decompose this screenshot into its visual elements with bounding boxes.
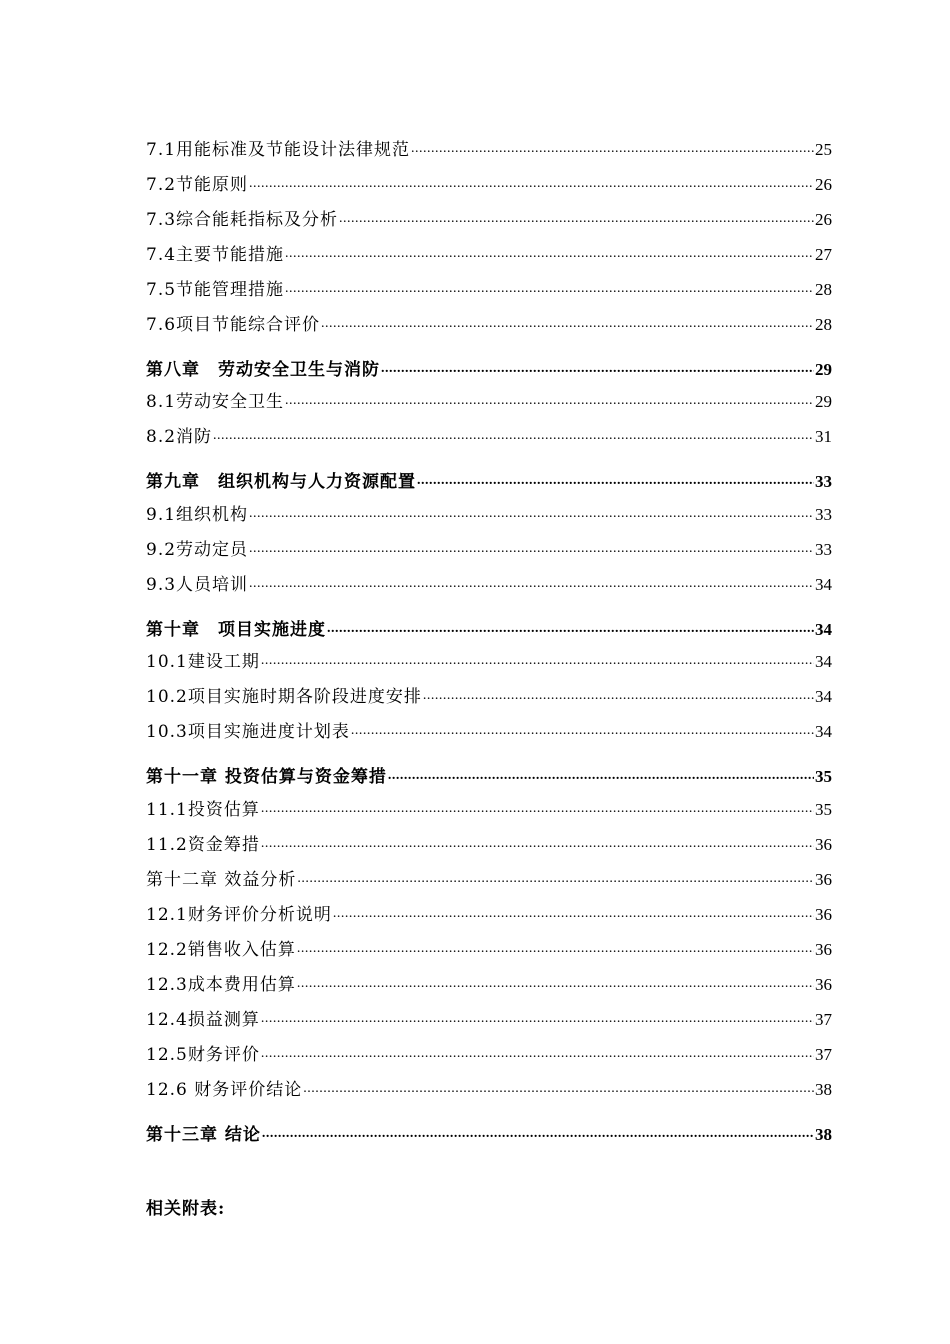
- toc-entry-title: 9.2劳动定员: [146, 540, 249, 560]
- dot-leader: [261, 1011, 814, 1027]
- toc-entry-page: 34: [815, 620, 832, 639]
- toc-entry-page: 25: [815, 140, 832, 159]
- toc-chapter-9[interactable]: [146, 466, 832, 492]
- toc-entry-page: 36: [815, 975, 832, 994]
- toc-entry-page: 33: [815, 472, 832, 491]
- toc-entry-page: 31: [815, 427, 832, 446]
- dot-leader: [261, 653, 814, 669]
- toc-entry-10-2[interactable]: [146, 681, 832, 707]
- toc-chapter-11[interactable]: [146, 761, 832, 787]
- dot-leader: [285, 393, 814, 409]
- dot-leader: [321, 316, 814, 332]
- toc-entry-title: 8.1劳动安全卫生: [146, 392, 285, 412]
- toc-entry-title: 11.2资金筹措: [146, 835, 260, 855]
- toc-entry-title: 10.2项目实施时期各阶段进度安排: [146, 687, 422, 707]
- toc-entry-page: 26: [815, 175, 832, 194]
- appendix-label: 相关附表:: [146, 1199, 226, 1219]
- toc-entry-title: 7.4主要节能措施: [146, 245, 285, 265]
- toc-entry-title: 第十一章 投资估算与资金筹措: [146, 767, 387, 787]
- toc-entry-page: 35: [815, 800, 832, 819]
- dot-leader: [339, 211, 814, 227]
- toc-entry-page: 35: [815, 767, 832, 786]
- toc-entry-page: 28: [815, 315, 832, 334]
- toc-entry-10-1[interactable]: [146, 646, 832, 672]
- toc-entry-title: 12.4损益测算: [146, 1010, 260, 1030]
- toc-entry-page: 37: [815, 1045, 832, 1064]
- toc-entry-10-3[interactable]: [146, 716, 832, 742]
- toc-entry-page: 33: [815, 505, 832, 524]
- toc-entry-12-4[interactable]: [146, 1004, 832, 1030]
- toc-entry-title: 第十三章 结论: [146, 1125, 261, 1145]
- dot-leader: [423, 688, 814, 704]
- toc-entry-page: 28: [815, 280, 832, 299]
- toc-entry-page: 29: [815, 360, 832, 379]
- dot-leader: [285, 246, 814, 262]
- toc-entry-7-5[interactable]: [146, 274, 832, 300]
- toc-entry-7-2[interactable]: [146, 169, 832, 195]
- dot-leader: [381, 361, 814, 377]
- toc-entry-7-6[interactable]: [146, 309, 832, 335]
- dot-leader: [249, 576, 814, 592]
- toc-entry-title: 12.6 财务评价结论: [146, 1080, 303, 1100]
- toc-entry-page: 36: [815, 940, 832, 959]
- toc-entry-page: 38: [815, 1125, 832, 1144]
- dot-leader: [285, 281, 814, 297]
- dot-leader: [297, 941, 814, 957]
- toc-entry-title: 7.5节能管理措施: [146, 280, 285, 300]
- toc-entry-page: 34: [815, 652, 832, 671]
- toc-entry-12-1[interactable]: [146, 899, 832, 925]
- dot-leader: [249, 176, 814, 192]
- toc-entry-page: 26: [815, 210, 832, 229]
- dot-leader: [261, 801, 814, 817]
- toc-chapter-10[interactable]: [146, 614, 832, 640]
- toc-entry-page: 36: [815, 905, 832, 924]
- dot-leader: [327, 621, 814, 637]
- toc-entry-7-1[interactable]: [146, 134, 832, 160]
- dot-leader: [249, 541, 814, 557]
- toc-entry-page: 34: [815, 687, 832, 706]
- toc-entry-title: 9.1组织机构: [146, 505, 249, 525]
- toc-entry-title: 第十章 项目实施进度: [146, 620, 326, 640]
- toc-entry-page: 38: [815, 1080, 832, 1099]
- toc-entry-9-1[interactable]: [146, 499, 832, 525]
- toc-entry-title: 12.3成本费用估算: [146, 975, 296, 995]
- toc-entry-title: 7.3综合能耗指标及分析: [146, 210, 339, 230]
- toc-entry-title: 11.1投资估算: [146, 800, 260, 820]
- toc-entry-12-6[interactable]: [146, 1074, 832, 1100]
- dot-leader: [297, 976, 814, 992]
- toc-entry-title: 9.3人员培训: [146, 575, 249, 595]
- dot-leader: [351, 723, 814, 739]
- toc-entry-title: 第九章 组织机构与人力资源配置: [146, 472, 416, 492]
- dot-leader: [303, 1081, 814, 1097]
- toc-entry-11-2[interactable]: [146, 829, 832, 855]
- toc-entry-title: 第十二章 效益分析: [146, 870, 297, 890]
- toc-entry-11-1[interactable]: [146, 794, 832, 820]
- toc-entry-page: 36: [815, 870, 832, 889]
- toc-entry-title: 7.1用能标准及节能设计法律规范: [146, 140, 411, 160]
- toc-entry-title: 12.1财务评价分析说明: [146, 905, 332, 925]
- toc-entry-8-1[interactable]: [146, 386, 832, 412]
- toc-entry-page: 36: [815, 835, 832, 854]
- toc-entry-12-3[interactable]: [146, 969, 832, 995]
- toc-entry-title: 8.2消防: [146, 427, 213, 447]
- toc-entry-8-2[interactable]: [146, 421, 832, 447]
- dot-leader: [213, 428, 814, 444]
- toc-entry-title: 第八章 劳动安全卫生与消防: [146, 360, 380, 380]
- toc-entry-title: 7.6项目节能综合评价: [146, 315, 321, 335]
- dot-leader: [411, 141, 814, 157]
- toc-entry-9-2[interactable]: [146, 534, 832, 560]
- toc-entry-title: 12.2销售收入估算: [146, 940, 296, 960]
- dot-leader: [388, 768, 814, 784]
- dot-leader: [297, 871, 814, 887]
- dot-leader: [333, 906, 814, 922]
- dot-leader: [261, 836, 814, 852]
- toc-entry-9-3[interactable]: [146, 569, 832, 595]
- toc-entry-page: 27: [815, 245, 832, 264]
- toc-entry-page: 37: [815, 1010, 832, 1029]
- toc-entry-page: 29: [815, 392, 832, 411]
- toc-chapter-13[interactable]: [146, 1119, 832, 1145]
- dot-leader: [261, 1046, 814, 1062]
- toc-entry-title: 12.5财务评价: [146, 1045, 260, 1065]
- dot-leader: [262, 1126, 814, 1142]
- toc-entry-12-2[interactable]: [146, 934, 832, 960]
- toc-entry-12-5[interactable]: [146, 1039, 832, 1065]
- toc-entry-title: 10.3项目实施进度计划表: [146, 722, 350, 742]
- toc-entry-page: 33: [815, 540, 832, 559]
- toc-chapter-8[interactable]: [146, 354, 832, 380]
- toc-entry-page: 34: [815, 575, 832, 594]
- toc-entry-title: 10.1建设工期: [146, 652, 260, 672]
- toc-entry-7-3[interactable]: [146, 204, 832, 230]
- toc-entry-7-4[interactable]: [146, 239, 832, 265]
- toc-entry-page: 34: [815, 722, 832, 741]
- toc-chapter-12[interactable]: [146, 864, 832, 890]
- dot-leader: [417, 473, 814, 489]
- toc-entry-title: 7.2节能原则: [146, 175, 249, 195]
- dot-leader: [249, 506, 814, 522]
